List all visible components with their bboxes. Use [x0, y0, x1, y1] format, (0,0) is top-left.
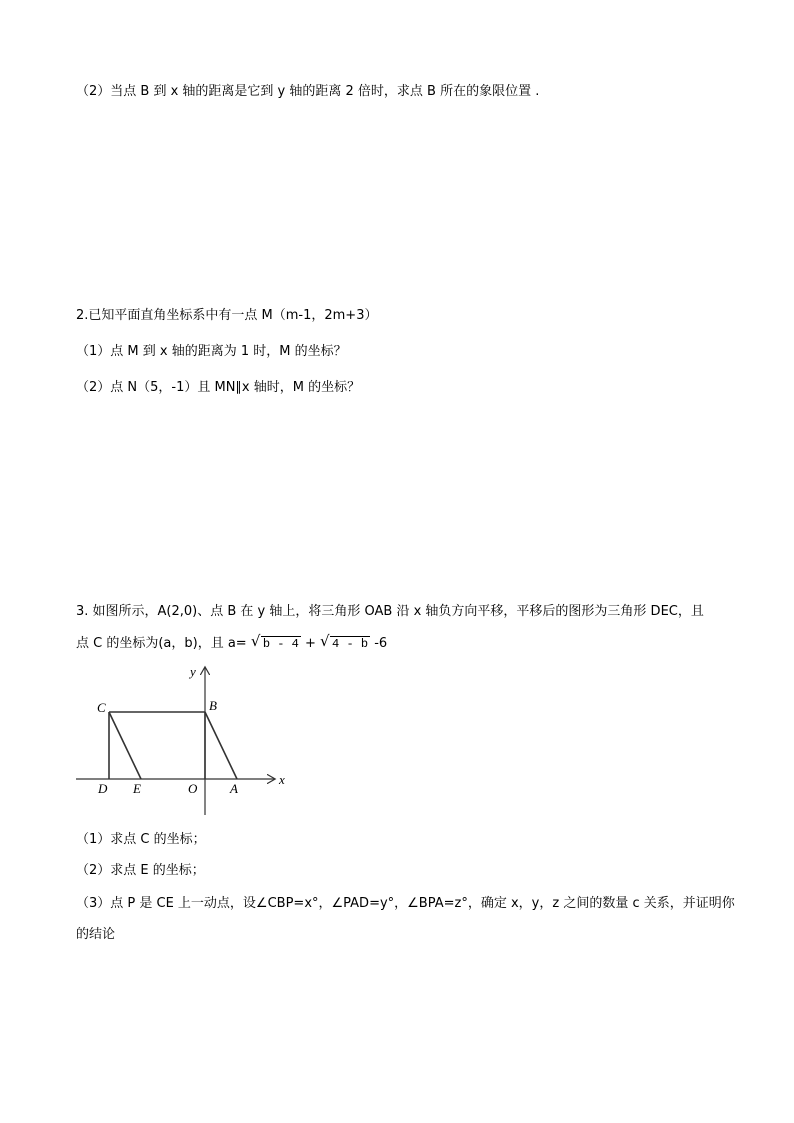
q3-stem-line1: 3. 如图所示，A(2,0)、点 B 在 y 轴上，将三角形 OAB 沿 x 轴负方向平移，平移后的图形为三角形 DEC，且 — [76, 604, 704, 619]
sqrt1-body: b - 4 — [262, 637, 299, 651]
segment-ba — [205, 712, 237, 779]
q1-part2-text: （2）当点 B 到 x 轴的距离是它到 y 轴的距离 2 倍时，求点 B 所在的象限位置 . — [76, 84, 540, 99]
sqrt-b-minus-4: √ b - 4 — [250, 632, 299, 651]
segment-ce — [109, 712, 141, 779]
label-d: D — [98, 781, 108, 796]
q2-part2: （2）点 N（5，-1）且 MN∥x 轴时，M 的坐标？ — [76, 380, 361, 395]
q3-part3-line2: 的结论 — [76, 927, 116, 942]
q3-part1: （1）求点 C 的坐标； — [76, 832, 206, 847]
q3-part2: （2）求点 E 的坐标； — [76, 863, 205, 878]
label-a: A — [230, 781, 238, 796]
label-b: B — [209, 698, 217, 713]
q3-stem-line2 — [76, 632, 388, 653]
minus-six: -6 — [374, 636, 388, 651]
sqrt-4-minus-b: √ 4 - b — [320, 632, 369, 651]
plus-sign: + — [305, 636, 316, 651]
label-e: E — [133, 781, 141, 796]
coordinate-figure — [70, 660, 310, 820]
q2-stem: 2.已知平面直角坐标系中有一点 M（m-1，2m+3） — [76, 308, 378, 323]
q3-part3-line1: （3）点 P 是 CE 上一动点，设∠CBP=x°，∠PAD=y°，∠BPA=z°，确定 x，y，z 之间的数量 c 关系，并证明你 — [76, 896, 735, 911]
label-x: x — [279, 772, 285, 787]
q3-stem-line2-prefix: 点 C 的坐标为(a，b)，且 a= — [76, 636, 247, 651]
sqrt2-body: 4 - b — [332, 637, 369, 651]
label-y: y — [190, 664, 196, 679]
q2-part1: （1）点 M 到 x 轴的距离为 1 时，M 的坐标？ — [76, 344, 347, 359]
label-c: C — [97, 700, 106, 715]
label-o: O — [188, 781, 198, 796]
